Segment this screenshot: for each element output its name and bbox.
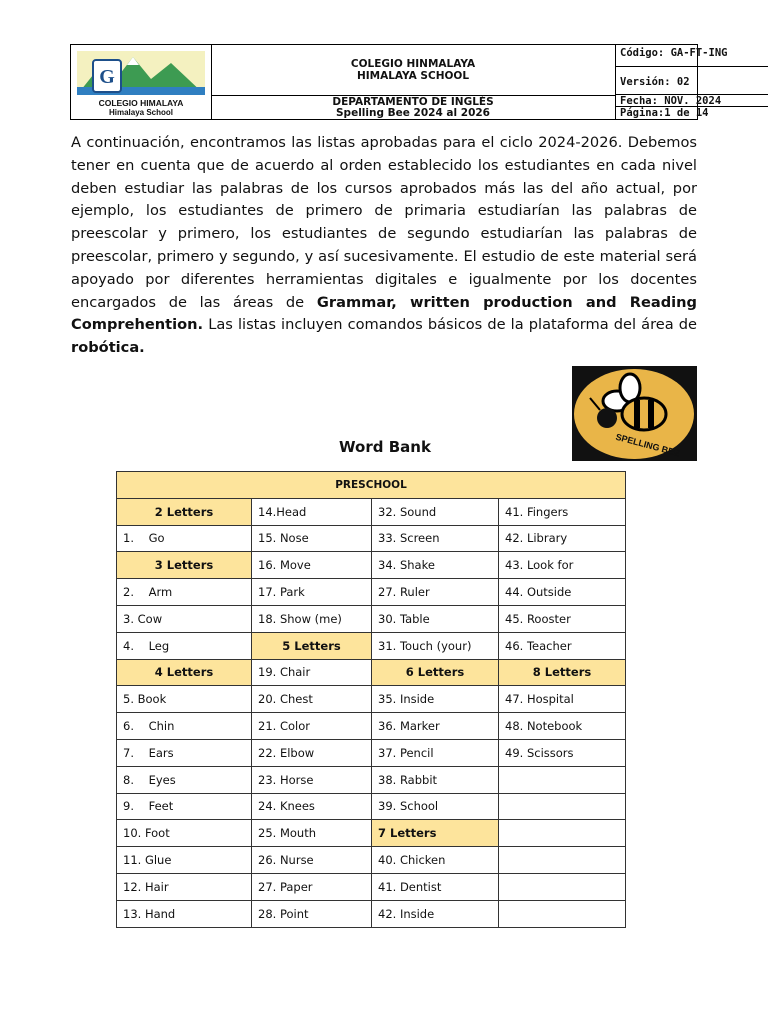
word-cell: 15. Nose [252, 525, 372, 552]
word-cell [499, 873, 626, 900]
table-title-preschool: PRESCHOOL [117, 472, 626, 499]
word-cell: 41. Fingers [499, 498, 626, 525]
word-cell: 26. Nurse [252, 847, 372, 874]
word-cell: 19. Chair [252, 659, 372, 686]
table-row [117, 498, 626, 525]
department-label: DEPARTAMENTO DE INGLÉS [332, 95, 494, 108]
word-cell: 8. Eyes [117, 766, 252, 793]
document-subtitle: Spelling Bee 2024 al 2026 [336, 106, 490, 119]
word-cell: 37. Pencil [372, 739, 499, 766]
word-cell [499, 900, 626, 927]
word-cell: 48. Notebook [499, 713, 626, 740]
table-row [117, 766, 626, 793]
table-row [117, 820, 626, 847]
table-row [117, 873, 626, 900]
document-date: Fecha: NOV. 2024 [615, 95, 768, 107]
word-cell [499, 820, 626, 847]
word-cell: 38. Rabbit [372, 766, 499, 793]
svg-text:COLEGIO HIMALAYA: COLEGIO HIMALAYA [98, 98, 184, 108]
word-cell: 25. Mouth [252, 820, 372, 847]
word-cell: 16. Move [252, 552, 372, 579]
word-cell: 10. Foot [117, 820, 252, 847]
word-cell: 7. Ears [117, 739, 252, 766]
spelling-bee-logo [572, 366, 697, 461]
document-version: Versión: 02 [615, 67, 768, 95]
word-cell: 32. Sound [372, 498, 499, 525]
word-cell: 35. Inside [372, 686, 499, 713]
word-cell: 41. Dentist [372, 873, 499, 900]
table-row [117, 552, 626, 579]
word-cell: 3. Cow [117, 605, 252, 632]
school-logo [71, 45, 212, 119]
word-cell: 9. Feet [117, 793, 252, 820]
svg-text:G: G [99, 66, 115, 88]
table-row [117, 739, 626, 766]
word-cell: 34. Shake [372, 552, 499, 579]
school-name-es: COLEGIO HINMALAYA [350, 58, 476, 70]
word-cell: 39. School [372, 793, 499, 820]
word-cell: 46. Teacher [499, 632, 626, 659]
word-cell: 2. Arm [117, 579, 252, 606]
letters-header-cell: 5 Letters [252, 632, 372, 659]
table-row [117, 659, 626, 686]
word-cell: 30. Table [372, 605, 499, 632]
word-bank-title: Word Bank [339, 438, 431, 456]
word-cell: 18. Show (me) [252, 605, 372, 632]
word-cell: 23. Horse [252, 766, 372, 793]
svg-text:SPELLING BEE: SPELLING BEE [614, 431, 681, 459]
word-cell: 11. Glue [117, 847, 252, 874]
document-header [70, 44, 728, 120]
word-cell: 42. Inside [372, 900, 499, 927]
word-cell [499, 793, 626, 820]
table-row [117, 847, 626, 874]
document-code: Código: GA-FT-ING [615, 45, 768, 67]
word-cell: 42. Library [499, 525, 626, 552]
table-row [117, 793, 626, 820]
word-cell: 49. Scissors [499, 739, 626, 766]
word-cell: 12. Hair [117, 873, 252, 900]
letters-header-cell: 4 Letters [117, 659, 252, 686]
word-cell: 45. Rooster [499, 605, 626, 632]
word-cell: 47. Hospital [499, 686, 626, 713]
word-cell: 22. Elbow [252, 739, 372, 766]
word-cell: 36. Marker [372, 713, 499, 740]
word-cell: 27. Paper [252, 873, 372, 900]
word-cell: 1. Go [117, 525, 252, 552]
word-cell [499, 847, 626, 874]
word-bank-table [116, 471, 626, 928]
intro-paragraph: A continuación, encontramos las listas aprobadas para el ciclo 2024-2026. Debemos tener en cuenta que de acuerdo al orden establecido los estudiantes en cada nivel deben estudiar las palabras de los cursos aprobados más las del año actual, por ejemplo, los estudiantes de primero de primaria estudiarían las palabras de preescolar y primero, los estudiantes de segundo estudiarían las palabras de preescolar, primero y segundo, y así sucesivamente. El estudio de este material será apoyado por diferentes herramientas digitales e igualmente por los docentes encargados de las áreas de Grammar, written production and Reading Comprehention. Las listas incluyen comandos básicos de la plataforma del área de robótica. [71, 134, 697, 357]
word-cell: 14.Head [252, 498, 372, 525]
word-cell: 24. Knees [252, 793, 372, 820]
table-row [117, 713, 626, 740]
word-cell: 20. Chest [252, 686, 372, 713]
word-cell: 21. Color [252, 713, 372, 740]
letters-header-cell: 7 Letters [372, 820, 499, 847]
word-cell: 44. Outside [499, 579, 626, 606]
word-cell: 6. Chin [117, 713, 252, 740]
word-cell: 4. Leg [117, 632, 252, 659]
table-row [117, 900, 626, 927]
word-cell: 27. Ruler [372, 579, 499, 606]
word-cell: 13. Hand [117, 900, 252, 927]
letters-header-cell: 2 Letters [117, 498, 252, 525]
word-cell [499, 766, 626, 793]
word-cell: 40. Chicken [372, 847, 499, 874]
letters-header-cell: 6 Letters [372, 659, 499, 686]
word-cell: 28. Point [252, 900, 372, 927]
letters-header-cell: 8 Letters [499, 659, 626, 686]
word-cell: 17. Park [252, 579, 372, 606]
table-row [117, 525, 626, 552]
word-cell: 5. Book [117, 686, 252, 713]
bold-subjects: Grammar, written production and Reading Comprehention. [71, 293, 697, 334]
letters-header-cell: 3 Letters [117, 552, 252, 579]
document-page: Página:1 de 14 [620, 107, 709, 119]
word-cell: 43. Look for [499, 552, 626, 579]
word-cell: 31. Touch (your) [372, 632, 499, 659]
table-row [117, 579, 626, 606]
svg-text:Himalaya School: Himalaya School [108, 108, 174, 117]
bold-robotics: robótica. [71, 339, 145, 357]
word-cell: 33. Screen [372, 525, 499, 552]
school-name-en: HIMALAYA SCHOOL [356, 70, 470, 82]
table-row [117, 686, 626, 713]
table-row [117, 605, 626, 632]
table-row [117, 632, 626, 659]
